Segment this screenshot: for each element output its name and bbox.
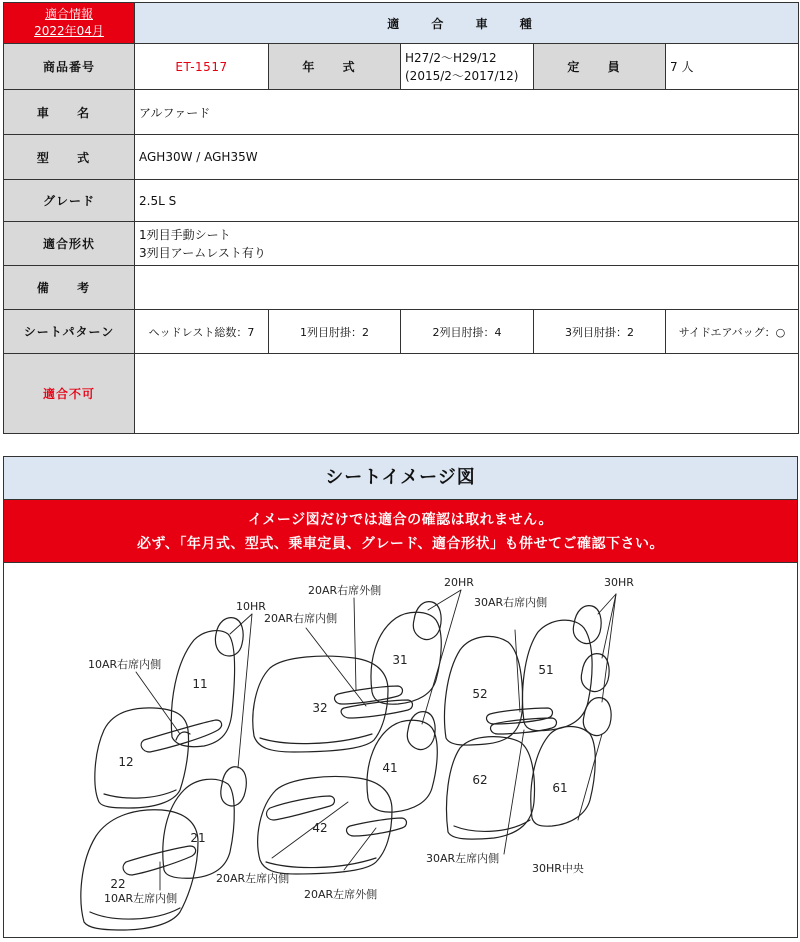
warning-line-1: イメージ図だけでは適合の確認は取れません。 [248,512,553,528]
label-seat-pattern: シートパターン [4,310,135,354]
pattern-headrest: ヘッドレスト総数：7 [135,310,269,354]
label-product-no: 商品番号 [4,44,135,90]
pattern-row3-armrest: 3列目肘掛：2 [534,310,666,354]
headrest-30hr-1 [573,606,601,644]
part-31: 31 [392,653,408,667]
year-range [401,44,534,90]
seat-22-shape [81,810,198,930]
part-61: 61 [552,781,568,795]
seat-61-shape [531,727,595,827]
label-10hr: 10HR [236,600,266,613]
part-51: 51 [538,663,554,677]
label-car-name: 車 名 [4,90,135,135]
part-21: 21 [190,831,206,845]
label-20ar-right-inner: 20AR右席内側 [264,612,338,625]
label-30hr: 30HR [604,576,634,589]
label-20ar-right-outer: 20AR右席外側 [308,584,382,597]
label-model: 型 式 [4,135,135,180]
label-10ar-right: 10AR右席内側 [88,658,162,671]
part-12: 12 [118,755,134,769]
label-20hr: 20HR [444,576,474,589]
armrest-20ar-left-outer [347,818,407,836]
label-not-applicable: 適合不可 [4,354,135,434]
seat-62-shape [447,737,535,840]
armrest-10ar-left [123,846,196,875]
armrest-20ar-left-inner [267,796,335,820]
shape-line-1: 1列目手動シート [139,227,231,242]
part-32: 32 [312,701,328,715]
fitment-table [3,2,798,434]
car-name-value: アルファード [135,90,799,135]
part-22: 22 [110,877,126,891]
model-value: AGH30W / AGH35W [135,135,799,180]
badge-title: 適合情報 [44,7,93,21]
seat-image-warning [4,500,797,563]
part-42: 42 [312,821,328,835]
not-applicable-value [135,354,799,434]
product-number: ET-1517 [135,44,269,90]
seat-image-section [3,456,798,938]
label-year: 年 式 [269,44,401,90]
armrest-10ar-right [141,720,222,752]
seat-image-title: シートイメージ図 [4,457,797,500]
grade-value: 2.5L S [135,180,799,222]
capacity-value: 7 人 [666,44,799,90]
part-41: 41 [382,761,398,775]
pattern-row1-armrest: 1列目肘掛：2 [269,310,401,354]
part-52: 52 [472,687,488,701]
label-remarks: 備 考 [4,266,135,310]
label-30ar-right-inner: 30AR右席内側 [474,596,548,609]
label-30ar-left-inner: 30AR左席内側 [426,852,500,865]
badge-date: 2022年04月 [34,24,104,38]
seat-12-shape [95,708,189,808]
headrest-10hr-1 [215,618,243,656]
year-jp: H27/2～H29/12 [405,50,497,65]
remarks-value [135,266,799,310]
seat-diagram [4,562,797,937]
shape-line-2: 3列目アームレスト有り [139,245,266,260]
part-62: 62 [472,773,488,787]
label-shape: 適合形状 [4,222,135,266]
headrest-20hr-2 [407,712,435,750]
armrest-20ar-right-inner [341,700,412,718]
year-ad: (2015/2～2017/12) [405,68,519,83]
fitment-header: 適 合 車 種 [135,3,799,44]
fitment-badge [4,3,135,44]
label-10ar-left: 10AR左席内側 [104,892,178,905]
label-20ar-left-outer: 20AR左席外側 [304,888,378,901]
label-30hr-center: 30HR中央 [532,862,584,875]
label-capacity: 定 員 [534,44,666,90]
label-grade: グレード [4,180,135,222]
pattern-side-airbag: サイドエアバッグ：○ [666,310,799,354]
headrest-30hr-2 [581,654,609,692]
warning-line-2: 必ず、「年月式、型式、乗車定員、グレード、適合形状」も併せてご確認下さい。 [136,536,665,552]
part-11: 11 [192,677,208,691]
shape-value [135,222,799,266]
label-20ar-left-inner: 20AR左席内側 [216,872,290,885]
pattern-row2-armrest: 2列目肘掛：4 [401,310,534,354]
